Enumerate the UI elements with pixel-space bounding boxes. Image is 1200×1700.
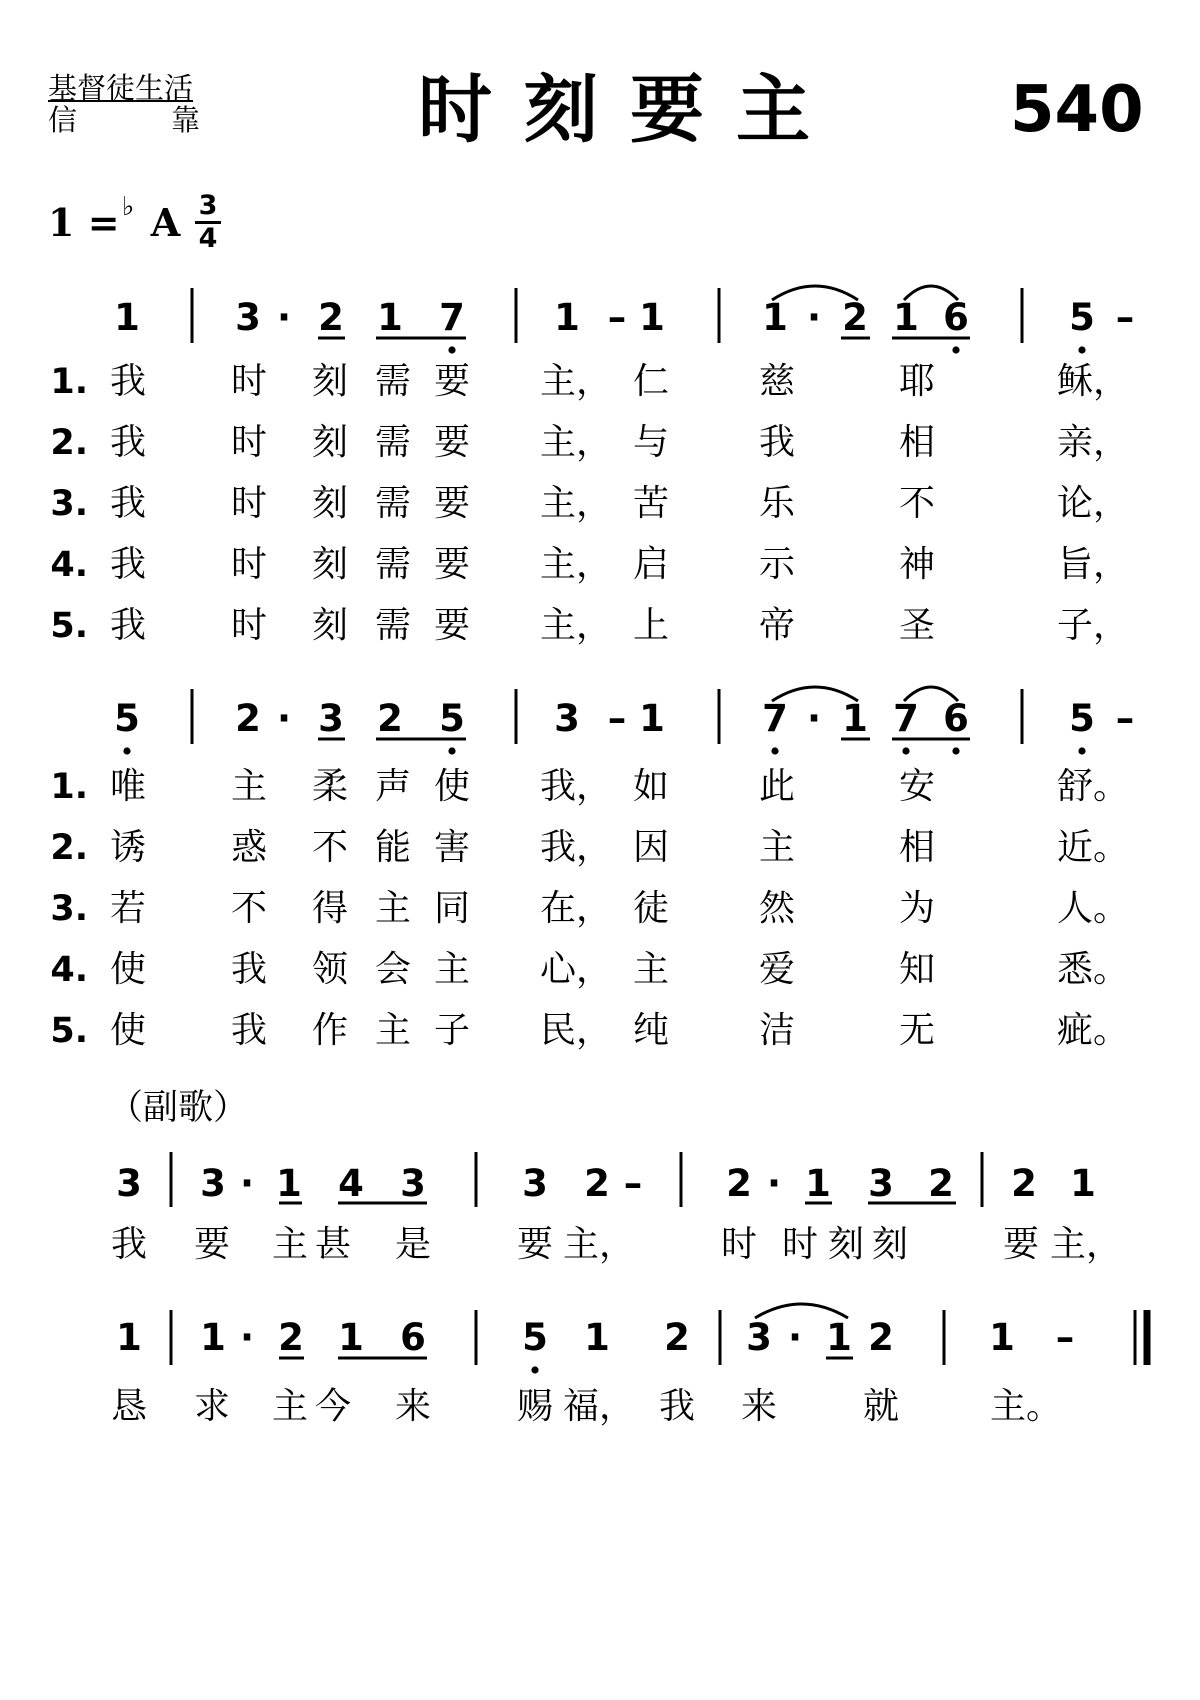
- lyric-syllable: 若: [109, 888, 147, 929]
- key-note: A: [150, 200, 181, 245]
- lyric-syllable: 上: [632, 605, 670, 646]
- lyric-syllable: 时: [781, 1224, 819, 1265]
- lyric-syllable: 主: [271, 1386, 309, 1427]
- lyric-syllable: 疵。: [1056, 1010, 1130, 1051]
- lyric-syllable: 使: [109, 1010, 147, 1051]
- lyric-syllable: 就: [862, 1386, 900, 1427]
- note: 2: [318, 296, 344, 339]
- note: 1: [276, 1162, 302, 1205]
- lyric-syllable: 相: [898, 422, 936, 463]
- lyric-syllable: 主，: [539, 605, 613, 646]
- note: 4: [338, 1162, 364, 1205]
- lyric-syllable: 要: [1002, 1224, 1040, 1265]
- note: ·: [806, 697, 822, 740]
- note: 1: [200, 1316, 226, 1359]
- note: 1: [893, 296, 919, 339]
- lyric-syllable: 今: [314, 1386, 352, 1427]
- verse-number: 1.: [50, 362, 88, 402]
- lyric-syllable: 我，: [539, 827, 613, 868]
- note: 1: [114, 296, 140, 339]
- lyric-syllable: 需: [374, 422, 412, 463]
- lyric-syllable: 要: [193, 1224, 231, 1265]
- lyric-syllable: 主，: [539, 361, 613, 402]
- lyric-syllable: 我: [109, 422, 147, 463]
- verse-number: 2.: [50, 828, 88, 868]
- note: 1: [762, 296, 788, 339]
- hymn-number: 540: [1010, 73, 1144, 147]
- lyric-syllable: 领: [311, 949, 349, 990]
- lyric-syllable: 耶: [898, 361, 936, 402]
- lyric-syllable: 不: [898, 483, 936, 524]
- note: 2: [868, 1316, 894, 1359]
- note: 7: [439, 296, 465, 339]
- note: 5: [1069, 697, 1095, 740]
- note: 2: [584, 1162, 610, 1205]
- octave-dot: [902, 747, 909, 754]
- note: 1: [1070, 1162, 1096, 1205]
- lyric-syllable: 刻: [311, 544, 349, 585]
- note: 5: [114, 697, 140, 740]
- lyric-syllable: 徒: [632, 888, 670, 929]
- meter-denominator: 4: [198, 223, 218, 254]
- note: 1: [805, 1162, 831, 1205]
- subcategory-char: 靠: [170, 103, 200, 137]
- lyric-syllable: 人。: [1056, 888, 1130, 929]
- lyric-syllable: 此: [758, 766, 796, 807]
- lyric-syllable: 与: [632, 422, 670, 463]
- note: 3: [522, 1162, 548, 1205]
- note: –: [623, 1162, 643, 1205]
- note: 3: [400, 1162, 426, 1205]
- lyric-syllable: 我: [230, 949, 268, 990]
- note: 1: [826, 1316, 852, 1359]
- lyric-syllable: 主: [374, 1010, 412, 1051]
- verse-number: 4.: [50, 545, 88, 585]
- lyric-syllable: 要: [433, 422, 471, 463]
- lyric-syllable: 要: [433, 544, 471, 585]
- lyric-syllable: 时: [230, 361, 268, 402]
- note: 1: [842, 697, 868, 740]
- lyric-syllable: 神: [898, 544, 936, 585]
- lyric-syllable: 主，: [1049, 1224, 1123, 1265]
- lyric-syllable: 来: [394, 1386, 432, 1427]
- lyric-syllable: 刻: [871, 1224, 909, 1265]
- lyric-syllable: 洁: [758, 1010, 796, 1051]
- lyric-syllable: 亲，: [1056, 422, 1130, 463]
- lyric-syllable: 需: [374, 544, 412, 585]
- flat-icon: ♭: [122, 192, 135, 222]
- lyric-syllable: 悉。: [1056, 949, 1130, 990]
- lyric-syllable: 然: [758, 888, 796, 929]
- note: ·: [276, 697, 292, 740]
- note: ·: [766, 1162, 782, 1205]
- lyric-syllable: 刻: [827, 1224, 865, 1265]
- lyric-syllable: 要: [433, 483, 471, 524]
- lyric-syllable: 刻: [311, 422, 349, 463]
- hymn-title: 时刻要主: [418, 67, 842, 153]
- lyric-syllable: 安: [898, 766, 936, 807]
- lyric-syllable: 赐: [516, 1386, 554, 1427]
- lyric-syllable: 我: [758, 422, 796, 463]
- lyric-syllable: 示: [758, 544, 796, 585]
- note: 2: [278, 1316, 304, 1359]
- lyric-syllable: 我，: [539, 766, 613, 807]
- octave-dot: [448, 747, 455, 754]
- lyric-syllable: 柔: [311, 766, 349, 807]
- note: –: [1055, 1316, 1075, 1359]
- lyric-syllable: 使: [433, 766, 471, 807]
- lyric-syllable: 能: [374, 827, 412, 868]
- octave-dot: [952, 747, 959, 754]
- lyric-syllable: 无: [898, 1010, 936, 1051]
- note: 6: [943, 296, 969, 339]
- lyric-syllable: 惑: [230, 827, 268, 868]
- octave-dot: [1078, 747, 1085, 754]
- lyric-syllable: 需: [374, 483, 412, 524]
- verse-number: 5.: [50, 1011, 88, 1051]
- note: 6: [400, 1316, 426, 1359]
- lyric-syllable: 会: [374, 949, 412, 990]
- lyric-syllable: 乐: [758, 483, 796, 524]
- key-degree: 1: [48, 200, 75, 245]
- note: 1: [338, 1316, 364, 1359]
- lyric-syllable: 时: [230, 422, 268, 463]
- octave-dot: [448, 346, 455, 353]
- lyric-syllable: 爱: [758, 949, 796, 990]
- note: 2: [928, 1162, 954, 1205]
- lyric-syllable: 心，: [539, 949, 613, 990]
- lyric-syllable: 刻: [311, 605, 349, 646]
- lyric-syllable: 如: [632, 766, 670, 807]
- note: 2: [1011, 1162, 1037, 1205]
- lyric-syllable: 使: [109, 949, 147, 990]
- lyric-syllable: 主: [433, 949, 471, 990]
- note: 6: [943, 697, 969, 740]
- note: 3: [200, 1162, 226, 1205]
- lyric-syllable: 子: [433, 1010, 471, 1051]
- key-equals: =: [87, 200, 120, 245]
- lyric-syllable: 主: [632, 949, 670, 990]
- lyric-syllable: 福，: [562, 1386, 636, 1427]
- lyric-syllable: 子，: [1056, 605, 1130, 646]
- lyric-syllable: 启: [632, 544, 670, 585]
- octave-dot: [123, 747, 130, 754]
- note: 1: [639, 697, 665, 740]
- lyric-syllable: 我: [109, 483, 147, 524]
- lyric-syllable: 我: [109, 544, 147, 585]
- note: 2: [235, 697, 261, 740]
- lyric-syllable: 主，: [562, 1224, 636, 1265]
- lyric-syllable: 主。: [989, 1386, 1063, 1427]
- verse-number: 4.: [50, 950, 88, 990]
- verse-number: 5.: [50, 606, 88, 646]
- lyric-syllable: 刻: [311, 483, 349, 524]
- lyric-syllable: 主: [758, 827, 796, 868]
- lyric-syllable: 要: [433, 605, 471, 646]
- note: 3: [554, 697, 580, 740]
- verse-number: 3.: [50, 889, 88, 929]
- lyric-syllable: 我: [110, 1224, 148, 1265]
- lyric-syllable: 刻: [311, 361, 349, 402]
- note: –: [1115, 296, 1135, 339]
- verse-number: 3.: [50, 484, 88, 524]
- lyric-syllable: 因: [632, 827, 670, 868]
- octave-dot: [952, 346, 959, 353]
- lyric-syllable: 不: [311, 827, 349, 868]
- note: 3: [868, 1162, 894, 1205]
- note: 3: [235, 296, 261, 339]
- lyric-syllable: 仁: [632, 361, 670, 402]
- lyric-syllable: 作: [311, 1010, 349, 1051]
- lyric-syllable: 为: [898, 888, 936, 929]
- note: 5: [1069, 296, 1095, 339]
- note: –: [607, 697, 627, 740]
- lyric-syllable: 时: [720, 1224, 758, 1265]
- note: 3: [116, 1162, 142, 1205]
- note: 5: [522, 1316, 548, 1359]
- lyric-syllable: 帝: [758, 605, 796, 646]
- note: 7: [762, 697, 788, 740]
- lyric-syllable: 稣，: [1056, 361, 1130, 402]
- lyric-syllable: 在，: [539, 888, 613, 929]
- note: 3: [318, 697, 344, 740]
- lyric-syllable: 民，: [539, 1010, 613, 1051]
- lyric-syllable: 论，: [1056, 483, 1130, 524]
- verse-number: 1.: [50, 767, 88, 807]
- octave-dot: [1078, 346, 1085, 353]
- lyric-syllable: 甚: [314, 1224, 352, 1265]
- lyric-syllable: 我: [109, 605, 147, 646]
- note: 7: [893, 697, 919, 740]
- lyric-syllable: 诱: [109, 827, 147, 868]
- lyric-syllable: 相: [898, 827, 936, 868]
- lyric-syllable: 害: [433, 827, 471, 868]
- lyric-syllable: 旨，: [1056, 544, 1130, 585]
- note: 3: [746, 1316, 772, 1359]
- lyric-syllable: 苦: [632, 483, 670, 524]
- lyric-syllable: 我: [109, 361, 147, 402]
- lyric-syllable: 不: [230, 888, 268, 929]
- note: ·: [787, 1316, 803, 1359]
- note: 1: [584, 1316, 610, 1359]
- note: 2: [842, 296, 868, 339]
- meter-numerator: 3: [198, 190, 218, 221]
- lyric-syllable: 主，: [539, 544, 613, 585]
- note: 1: [639, 296, 665, 339]
- note: 5: [439, 697, 465, 740]
- lyric-syllable: 慈: [758, 361, 796, 402]
- lyric-syllable: 唯: [109, 766, 147, 807]
- note: ·: [276, 296, 292, 339]
- note: –: [1115, 697, 1135, 740]
- lyric-syllable: 主: [230, 766, 268, 807]
- lyric-syllable: 恳: [110, 1386, 148, 1427]
- subcategory-char: 信: [48, 103, 78, 137]
- lyric-syllable: 同: [433, 888, 471, 929]
- note: 1: [989, 1316, 1015, 1359]
- octave-dot: [531, 1366, 538, 1373]
- lyric-syllable: 需: [374, 605, 412, 646]
- lyric-syllable: 时: [230, 483, 268, 524]
- lyric-syllable: 声: [374, 766, 412, 807]
- verse-number: 2.: [50, 423, 88, 463]
- lyric-syllable: 来: [740, 1386, 778, 1427]
- lyric-syllable: 纯: [632, 1010, 670, 1051]
- note: –: [607, 296, 627, 339]
- lyric-syllable: 主，: [539, 422, 613, 463]
- lyric-syllable: 要: [516, 1224, 554, 1265]
- lyric-syllable: 主: [374, 888, 412, 929]
- lyric-syllable: 主，: [539, 483, 613, 524]
- chorus-label: （副歌）: [108, 1088, 249, 1128]
- lyric-syllable: 近。: [1056, 827, 1130, 868]
- note: 1: [116, 1316, 142, 1359]
- lyric-syllable: 我: [658, 1386, 696, 1427]
- lyric-syllable: 得: [311, 888, 349, 929]
- lyric-syllable: 需: [374, 361, 412, 402]
- note: 1: [554, 296, 580, 339]
- lyric-syllable: 圣: [898, 605, 936, 646]
- lyric-syllable: 舒。: [1056, 766, 1130, 807]
- note: 1: [377, 296, 403, 339]
- lyric-syllable: 要: [433, 361, 471, 402]
- category-label: 基督徒生活: [48, 71, 194, 105]
- lyric-syllable: 时: [230, 544, 268, 585]
- note: 2: [664, 1316, 690, 1359]
- lyric-syllable: 时: [230, 605, 268, 646]
- lyric-syllable: 求: [193, 1386, 231, 1427]
- note: ·: [239, 1162, 255, 1205]
- octave-dot: [771, 747, 778, 754]
- lyric-syllable: 知: [898, 949, 936, 990]
- note: 2: [377, 697, 403, 740]
- lyric-syllable: 我: [230, 1010, 268, 1051]
- note: ·: [239, 1316, 255, 1359]
- lyric-syllable: 是: [394, 1224, 432, 1265]
- lyric-syllable: 主: [271, 1224, 309, 1265]
- note: ·: [806, 296, 822, 339]
- note: 2: [726, 1162, 752, 1205]
